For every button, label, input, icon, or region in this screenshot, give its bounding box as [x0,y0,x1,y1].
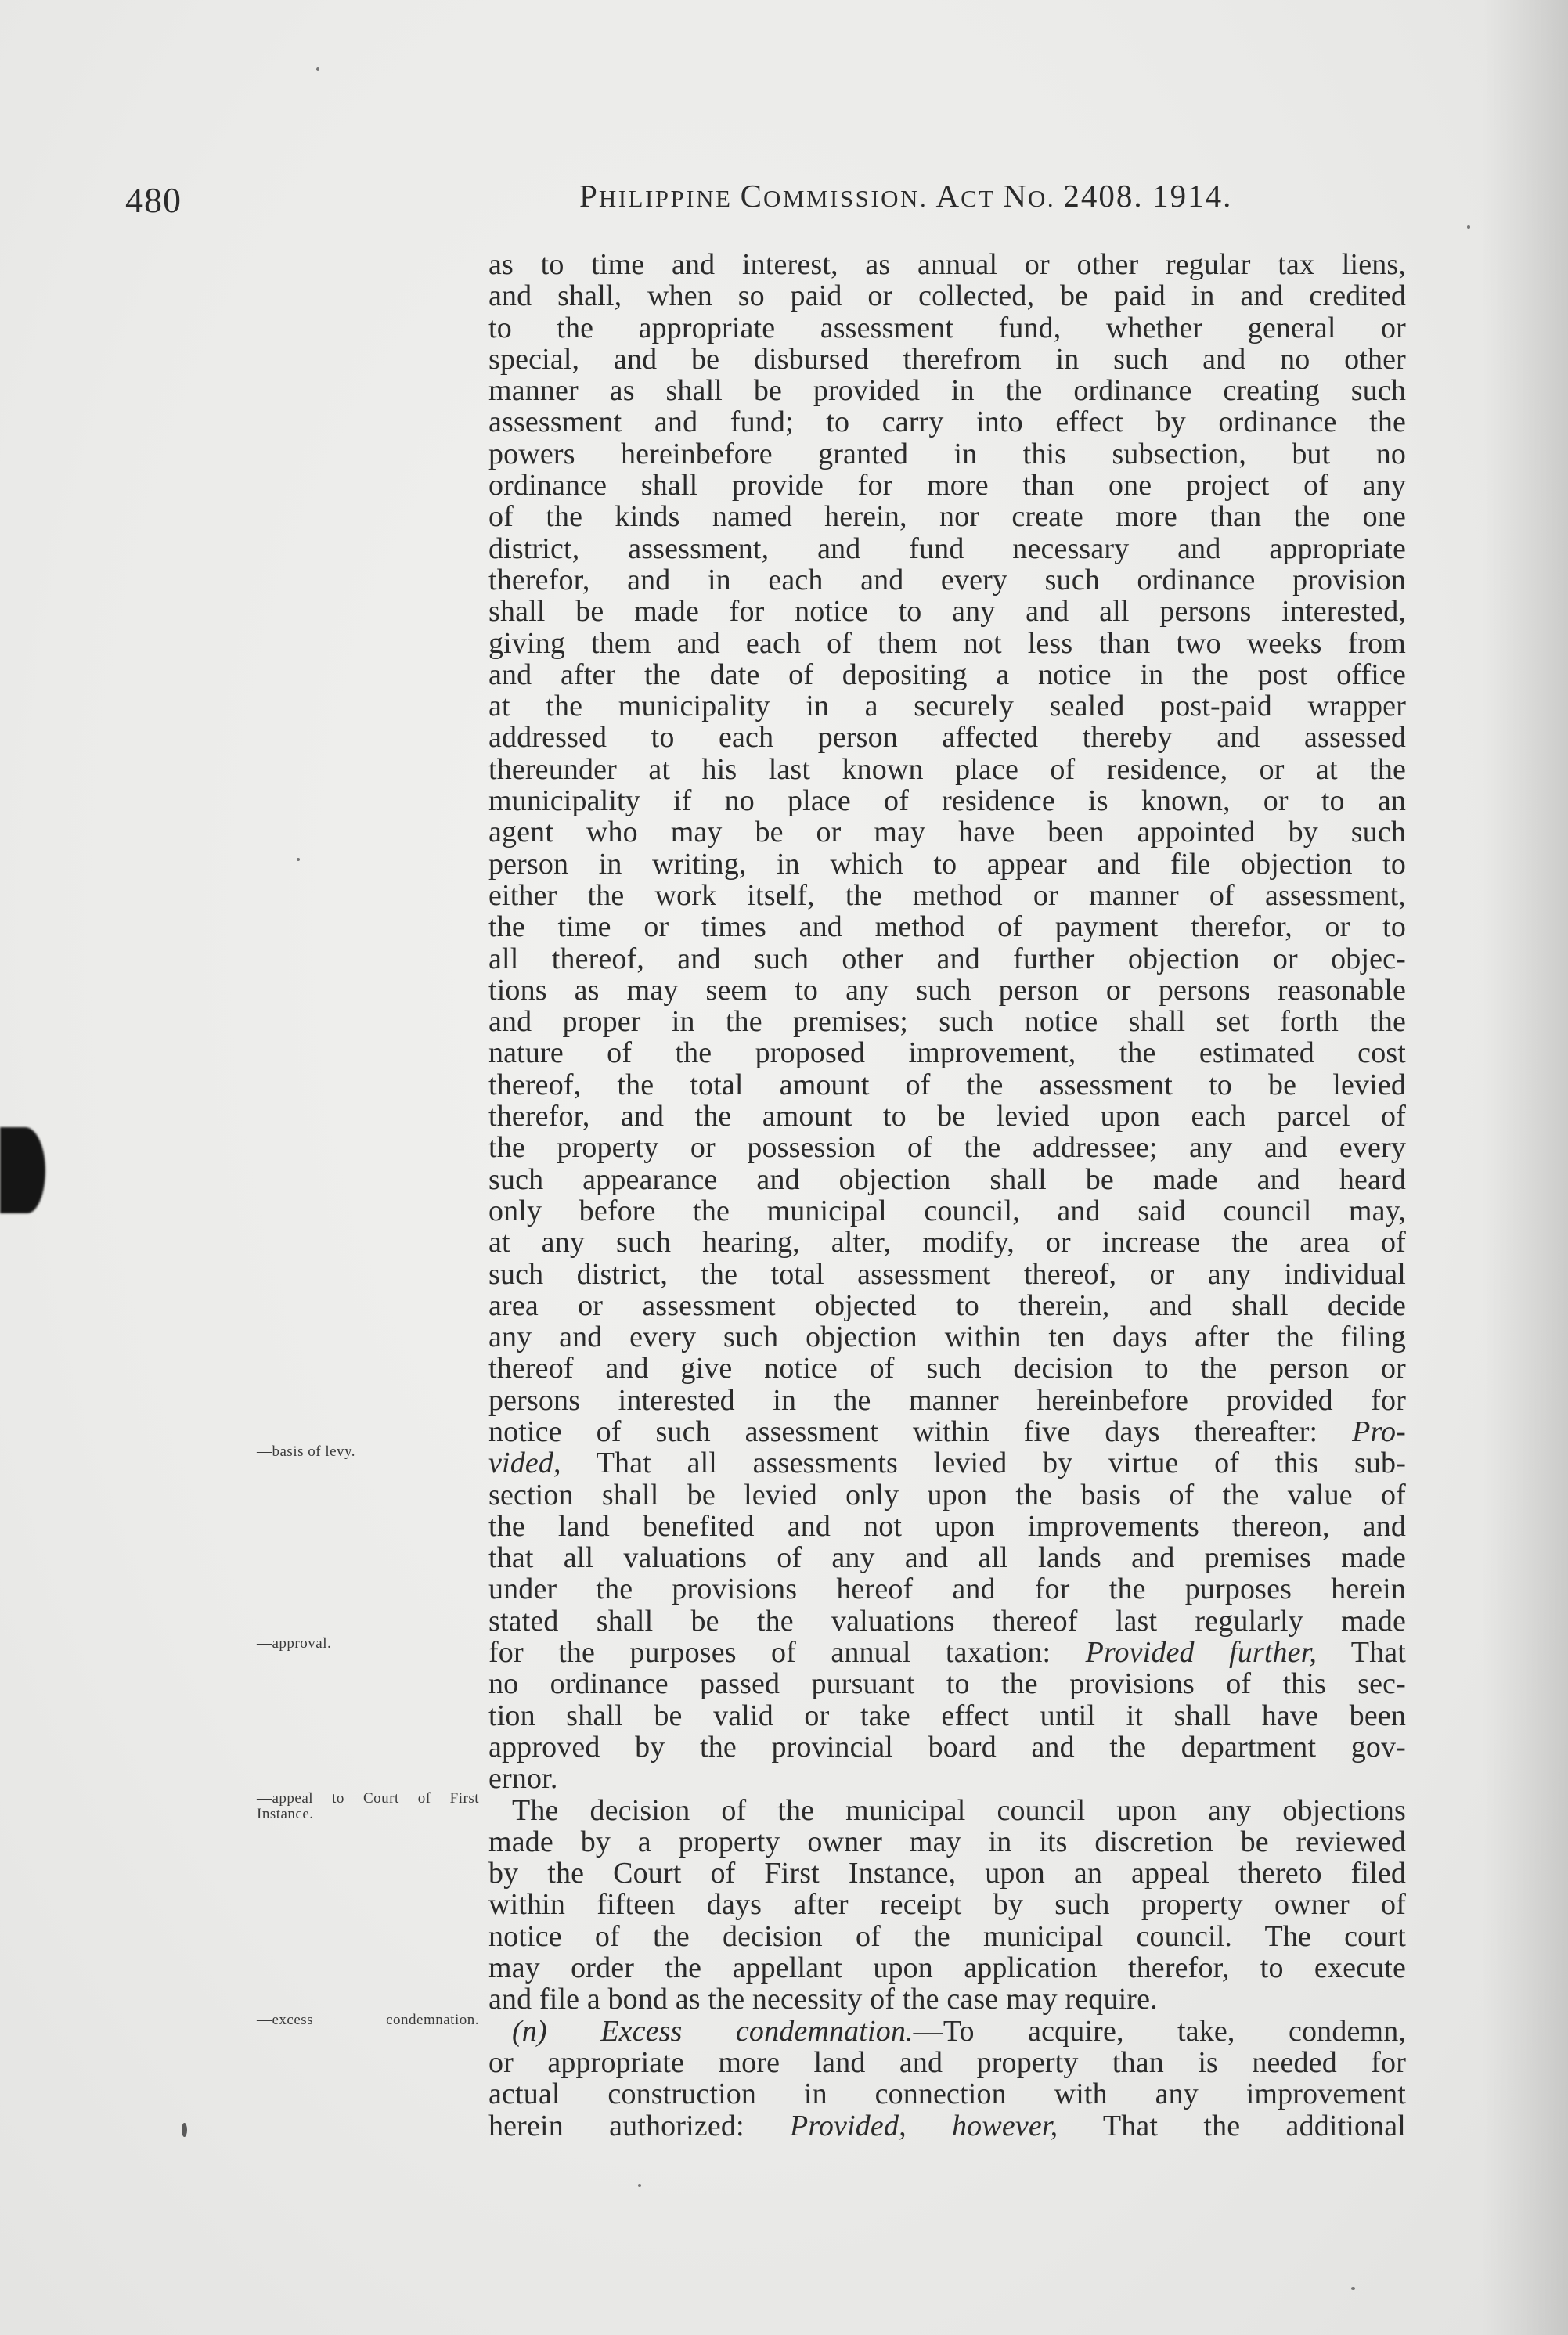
text-line: that all valuations of any and all lands and premises made [488,1541,1406,1575]
text-line: powers hereinbefore granted in this subsection, but no [488,437,1406,470]
text-line: thereunder at his last known place of residence, or at the [488,752,1406,786]
margin-note-approval: —approval. [257,1635,332,1652]
text-line: and shall, when so paid or collected, be paid in and credited [488,279,1406,313]
text-segment-italic: Excess condemnation. [600,2014,914,2048]
text-line: within fifteen days after receipt by such property owner of [488,1888,1406,1922]
margin-note-appeal: —appeal to Court of First Instance. [257,1790,479,1822]
text-line: stated shall be the valuations thereof last regularly made [488,1604,1406,1638]
page-edge-shadow [1482,0,1568,2335]
text-line: the property or possession of the addressee; any and every [488,1131,1406,1165]
text-line: to the appropriate assessment fund, whether general or [488,311,1406,344]
text-line: section shall be levied only upon the basis of the value of [488,1478,1406,1512]
text-line: made by a property owner may in its discretion be reviewed [488,1825,1406,1858]
text-line: such district, the total assessment thereof, or any individual [488,1257,1406,1291]
body-text [488,249,1406,2142]
margin-note-excess-condemnation: —excess condemnation. [257,2012,479,2028]
text-line: all thereof, and such other and further objection or objec- [488,942,1406,975]
text-segment-italic: Pro- [1352,1414,1406,1448]
text-line: person in writing, in which to appear and file objection to [488,847,1406,881]
text-line: ernor. [488,1762,558,1796]
text-line [488,2110,1406,2142]
running-head: PHILIPPINE COMMISSION. ACT NO. 2408. 1914. [579,178,1233,214]
text-line: by the Court of First Instance, upon an appeal thereto filed [488,1857,1406,1890]
text-segment: herein authorized: [488,2109,744,2142]
text-line: manner as shall be provided in the ordinance creating such [488,374,1406,408]
text-line: district, assessment, and fund necessary and appropriate [488,532,1406,565]
text-line: therefor, and the amount to be levied upon each parcel of [488,1100,1406,1133]
text-line: at the municipality in a securely sealed post-paid wrapper [488,690,1406,723]
text-line: ordinance shall provide for more than one project of any [488,469,1406,503]
text-segment: That all assessments levied by virtue of this sub- [596,1447,1406,1480]
text-line: giving them and each of them not less than two weeks from [488,626,1406,660]
text-line: only before the municipal council, and said council may, [488,1194,1406,1227]
text-segment: for the purposes of annual taxation: [488,1636,1051,1670]
text-line: and after the date of depositing a notice in the post office [488,658,1406,691]
text-segment: —To acquire, take, condemn, [913,2014,1407,2048]
text-segment: notice of such assessment within five days thereafter: [488,1414,1318,1448]
text-segment-italic: Provided further, [1085,1636,1317,1670]
text-segment: That the additional [1102,2109,1407,2142]
text-line: no ordinance passed pursuant to the provisions of this sec- [488,1667,1406,1701]
text-line: of the kinds named herein, nor create more than the one [488,500,1406,534]
scan-speck [1467,225,1470,229]
text-line: area or assessment objected to therein, and shall decide [488,1288,1406,1322]
text-line: thereof and give notice of such decision to the person or [488,1352,1406,1386]
text-line: The decision of the municipal council upon any objections [512,1793,1406,1827]
text-line: the time or times and method of payment therefor, or to [488,910,1406,944]
text-line: as to time and interest, as annual or other regular tax liens, [488,248,1406,281]
text-line [488,2016,1406,2047]
text-line: persons interested in the manner hereinbefore provided for [488,1383,1406,1417]
text-line: and file a bond as the necessity of the case may require. [488,1983,1158,2016]
text-segment-italic: (n) [512,2014,547,2048]
ink-blot [0,1127,45,1213]
text-line: may order the appellant upon application therefor, to execute [488,1951,1406,1985]
text-line [488,1447,1406,1479]
text-line: the land benefited and not upon improvements thereon, and [488,1509,1406,1543]
text-line: approved by the provincial board and the department gov- [488,1730,1406,1764]
text-segment-italic: Provided, however, [790,2109,1058,2142]
text-line: such appearance and objection shall be made and heard [488,1162,1406,1196]
scan-speck [316,67,319,71]
text-line: or appropriate more land and property than is needed for [488,2045,1406,2079]
text-line: and proper in the premises; such notice shall set forth the [488,1005,1406,1039]
text-segment-italic: vided, [488,1447,561,1480]
text-line: agent who may be or may have been appointed by such [488,816,1406,849]
text-line: tions as may seem to any such person or persons reasonable [488,973,1406,1007]
scan-speck [182,2123,187,2137]
text-line [488,1637,1406,1668]
text-line: assessment and fund; to carry into effect by ordinance the [488,405,1406,439]
text-line: nature of the proposed improvement, the estimated cost [488,1036,1406,1070]
text-line: shall be made for notice to any and all persons interested, [488,595,1406,629]
text-line: special, and be disbursed therefrom in such and no other [488,342,1406,376]
margin-note-basis-of-levy: —basis of levy. [257,1443,356,1460]
text-line: actual construction in connection with any improvement [488,2077,1406,2111]
text-line: addressed to each person affected thereby and assessed [488,721,1406,755]
text-line: under the provisions hereof and for the purposes herein [488,1573,1406,1606]
text-line: any and every such objection within ten days after the filing [488,1321,1406,1354]
text-line: at any such hearing, alter, modify, or increase the area of [488,1226,1406,1259]
scan-speck [297,858,300,861]
text-line: municipality if no place of residence is known, or to an [488,784,1406,818]
text-line: either the work itself, the method or manner of assessment, [488,878,1406,912]
text-line: thereof, the total amount of the assessment to be levied [488,1068,1406,1101]
text-line: therefor, and in each and every such ordinance provision [488,563,1406,596]
text-line: tion shall be valid or take effect until it shall have been [488,1699,1406,1732]
text-line: notice of the decision of the municipal council. The court [488,1919,1406,1953]
scan-speck [638,2184,641,2187]
page-number: 480 [125,180,182,220]
text-segment: That [1350,1636,1407,1670]
text-line [488,1416,1406,1447]
scan-speck [1351,2287,1355,2290]
